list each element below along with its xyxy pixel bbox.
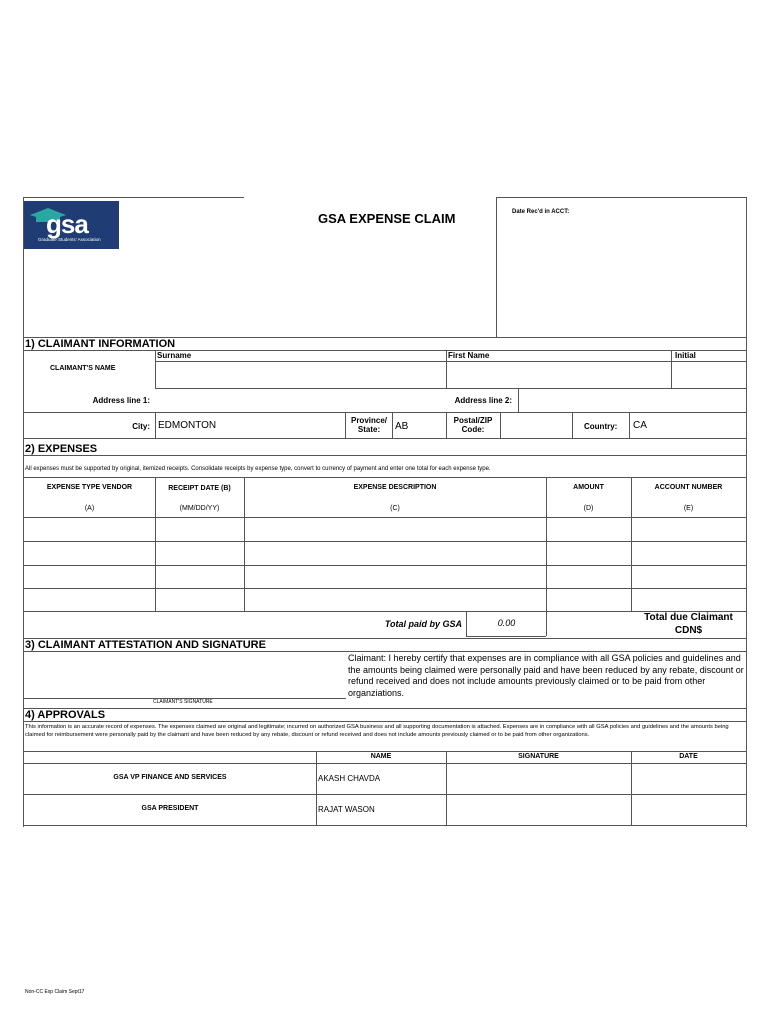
gsa-logo: [24, 201, 119, 249]
col-amount-code: (D): [583, 505, 594, 512]
col-account-number-code: (E): [683, 505, 694, 512]
country-value[interactable]: CA: [633, 420, 647, 431]
vp-finance-signature-field[interactable]: [448, 765, 629, 793]
expense-row[interactable]: [24, 566, 746, 587]
col-expense-type: EXPENSE TYPE VENDOR: [46, 484, 133, 491]
surname-input[interactable]: [157, 363, 444, 387]
first-name-label: First Name: [448, 351, 490, 360]
approver-role-president: GSA PRESIDENT: [141, 805, 199, 812]
col-date: DATE: [679, 753, 698, 760]
logo-wordmark: gsa: [46, 209, 88, 239]
initial-label: Initial: [675, 351, 696, 360]
section-attestation-title: 3) CLAIMANT ATTESTATION AND SIGNATURE: [25, 639, 266, 651]
city-label: City:: [132, 422, 150, 431]
president-signature-field[interactable]: [448, 796, 629, 824]
postal-code-label: Postal/ZIP Code:: [453, 416, 493, 434]
claimant-name-label: CLAIMANT'S NAME: [50, 365, 116, 372]
province-label: Province/ State:: [350, 416, 387, 434]
approver-role-vp-finance: GSA VP FINANCE AND SERVICES: [113, 774, 227, 781]
date-received-label: Date Rec'd in ACCT:: [512, 209, 570, 215]
vp-finance-date-field[interactable]: [633, 765, 744, 793]
attestation-statement: Claimant: I hereby certify that expenses are in compliance with all GSA policies and guidelines and the amounts being claimed were personally paid and have been reduced by any rebate, discount or refund received and does not include amounts previously claimed or to be paid from other organziations.: [348, 653, 744, 698]
logo-subtext: Graduate Students' Association: [38, 237, 101, 242]
address-line-2-input[interactable]: [520, 390, 744, 410]
expense-row[interactable]: [24, 542, 746, 564]
first-name-input[interactable]: [448, 363, 669, 387]
approvals-note: This information is an accurate record of expenses. The expenses claimed are original and legitimate; incurred on authorized GSA business and all supporting documentation is attached. Expenses are in compliance with all GSA policies and guidelines and the amounts being claimed for reimbursement were personally paid by the claimant and have been reduced by any rebate, discount or refund received and does not include amounts previously claimed or to be paid from other organizations.: [25, 724, 729, 738]
city-value[interactable]: EDMONTON: [158, 420, 217, 431]
col-receipt-date-code: (MM/DD/YY): [179, 505, 220, 512]
address-line-2-label: Address line 2:: [454, 396, 512, 405]
section-approvals-title: 4) APPROVALS: [25, 709, 106, 721]
approver-name-vp-finance: AKASH CHAVDA: [318, 774, 381, 783]
initial-input[interactable]: [673, 363, 744, 387]
col-expense-type-code: (A): [84, 505, 95, 512]
postal-code-input[interactable]: [502, 414, 570, 436]
section-expenses-title: 2) EXPENSES: [25, 443, 98, 455]
surname-label: Surname: [157, 351, 192, 360]
total-due-claimant-label: Total due Claimant CDN$: [644, 612, 733, 636]
expense-row[interactable]: [24, 589, 746, 610]
president-date-field[interactable]: [633, 796, 744, 824]
address-line-1-label: Address line 1:: [92, 396, 150, 405]
col-account-number: ACCOUNT NUMBER: [654, 484, 723, 491]
col-receipt-date: RECEIPT DATE (B): [168, 485, 231, 492]
total-paid-gsa-value: 0.00: [497, 618, 516, 628]
col-name: NAME: [370, 753, 392, 760]
form-code: Non-CC Exp Claim Sept17: [25, 989, 85, 995]
section-claimant-title: 1) CLAIMANT INFORMATION: [25, 338, 176, 350]
col-amount: AMOUNT: [573, 484, 604, 491]
page-title: GSA EXPENSE CLAIM: [318, 211, 456, 226]
address-line-1-input[interactable]: [157, 390, 444, 410]
expenses-note: All expenses must be supported by original, itemized receipts. Consolidate receipts by expense type, convert to currency of payment and enter one total for each expense type.: [25, 466, 491, 472]
col-description-code: (C): [390, 505, 400, 512]
country-label: Country:: [584, 422, 618, 431]
total-paid-gsa-label: Total paid by GSA: [384, 619, 462, 629]
col-signature: SIGNATURE: [518, 753, 559, 760]
expense-row[interactable]: [24, 518, 746, 540]
province-value[interactable]: AB: [395, 421, 409, 432]
claimant-signature-label: CLAIMANT'S SIGNATURE: [153, 699, 213, 705]
claimant-signature-field[interactable]: [26, 660, 344, 696]
approver-name-president: RAJAT WASON: [318, 805, 375, 814]
col-description: EXPENSE DESCRIPTION: [353, 484, 437, 491]
